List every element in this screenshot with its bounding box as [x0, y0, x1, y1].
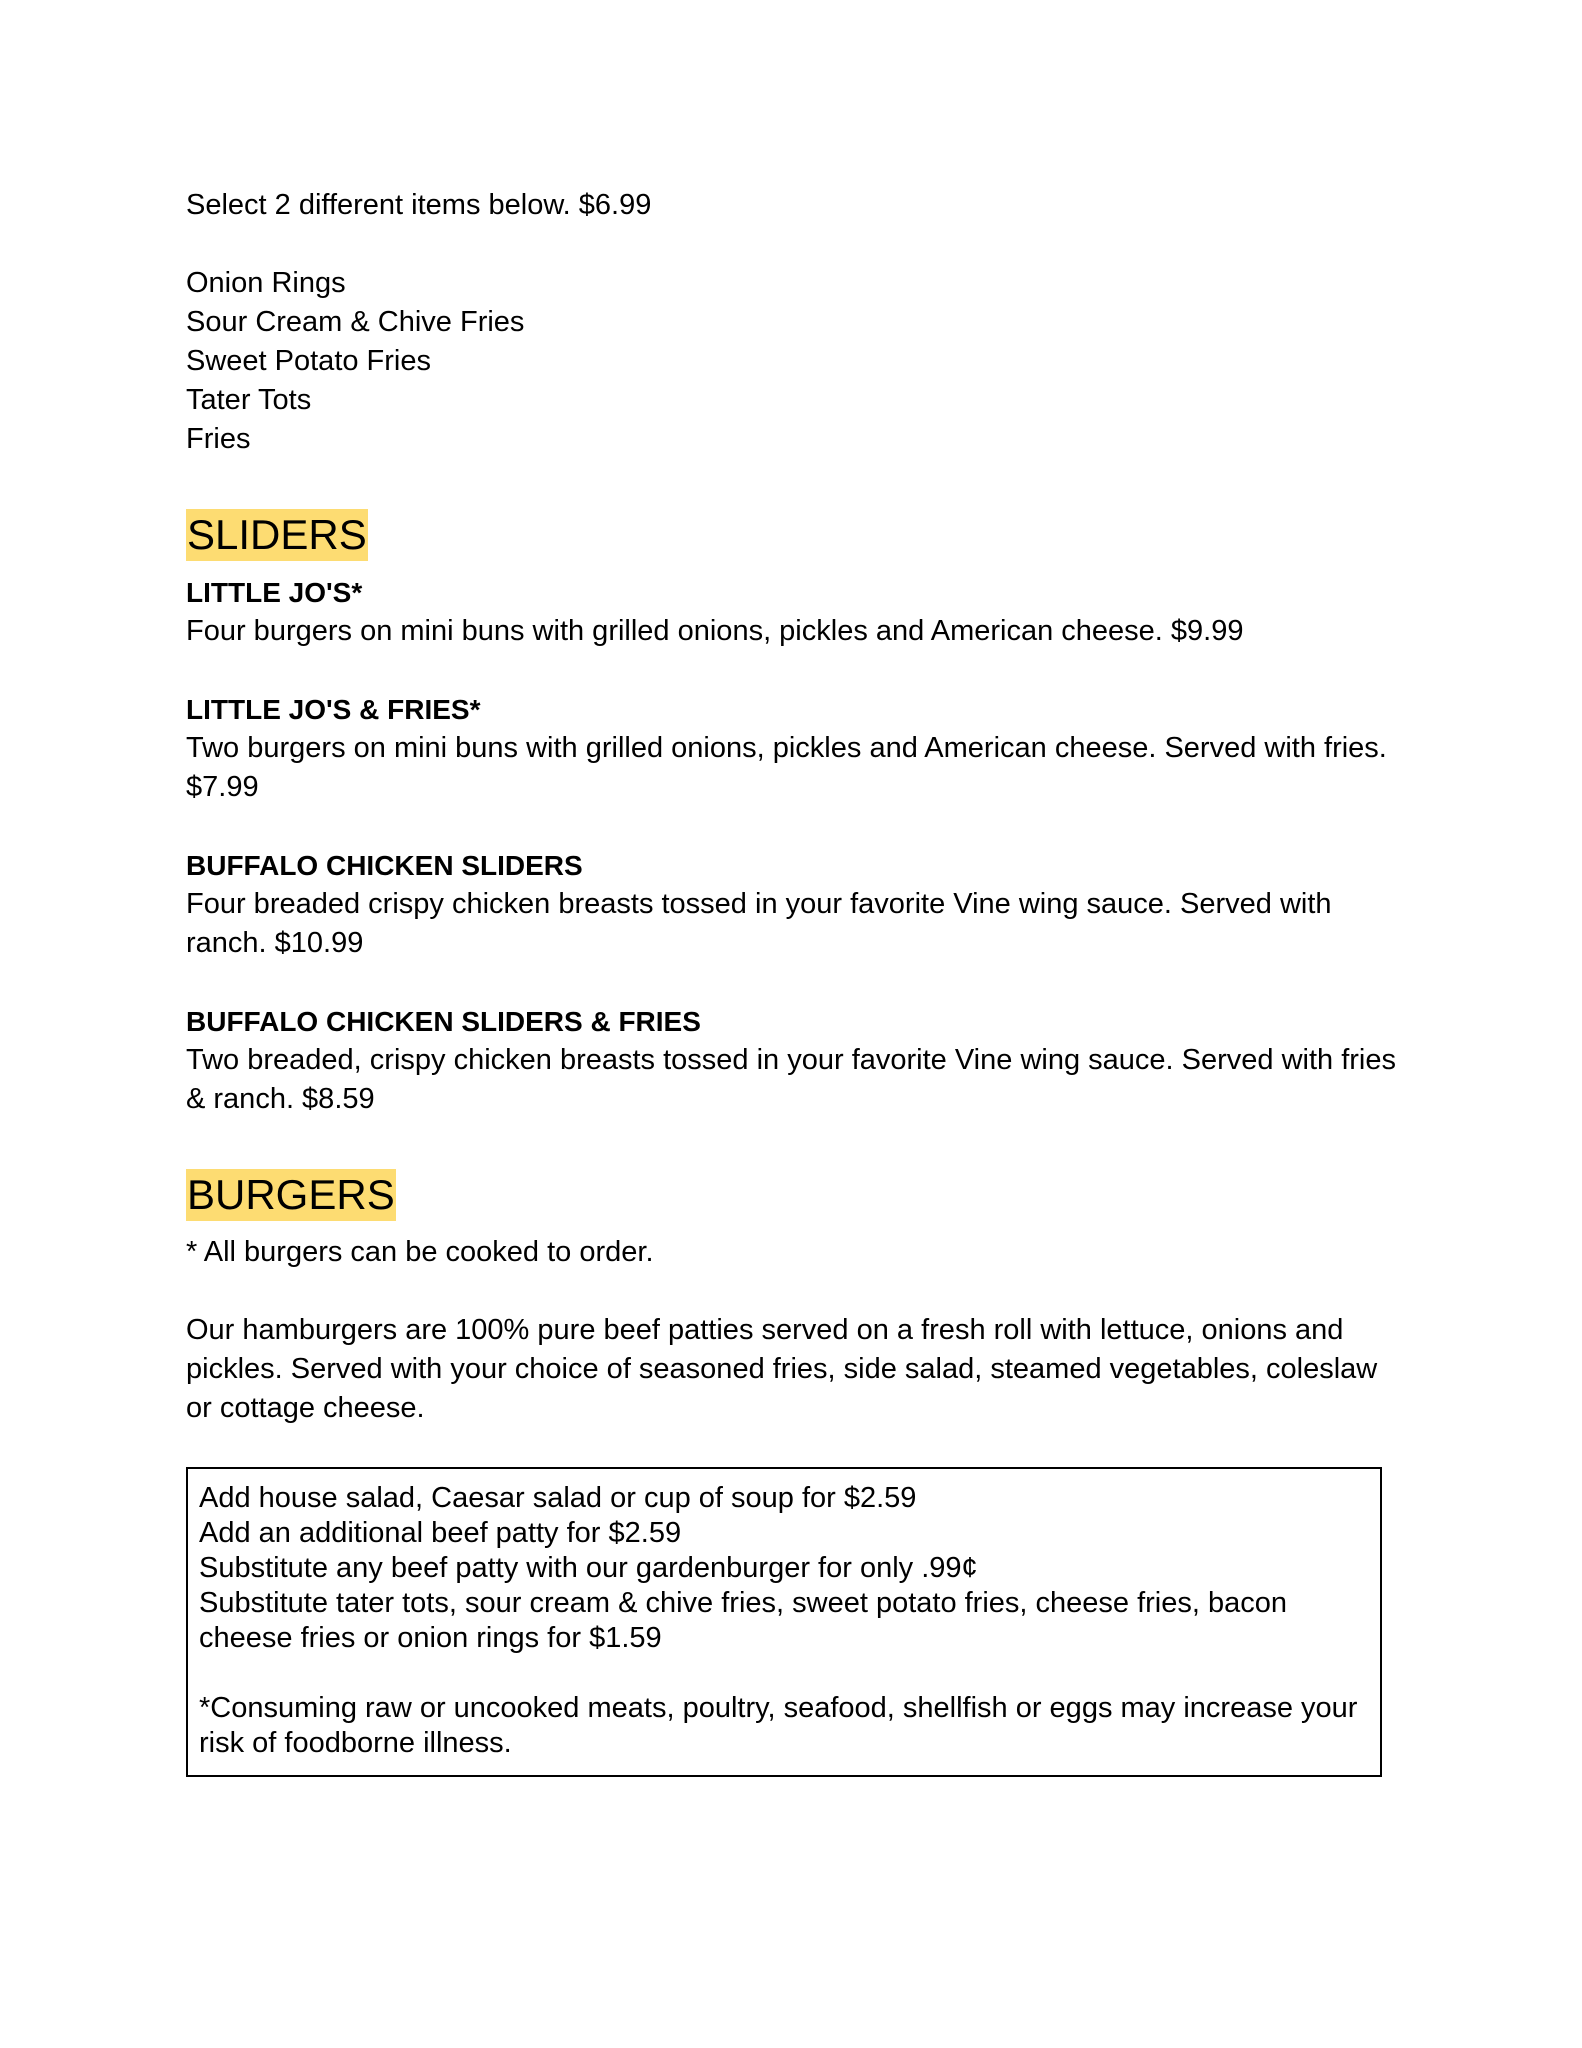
burgers-description: Our hamburgers are 100% pure beef patties served on a fresh roll with lettuce, onions and pickles. Served with your choice of seasoned fries, side salad, steamed vegetables, coleslaw or cottage cheese.: [186, 1314, 1378, 1424]
menu-item-buffalo-chicken-sliders: [186, 846, 1396, 963]
addon-spacer: [199, 1656, 1369, 1691]
burgers-heading: BURGERS: [186, 1169, 396, 1221]
addon-house-salad: Add house salad, Caesar salad or cup of soup for $2.59: [199, 1482, 917, 1514]
burgers-cook-note: * All burgers can be cooked to order.: [186, 1236, 654, 1268]
menu-page: [186, 186, 1396, 1777]
side-item-sour-cream-chive-fries: Sour Cream & Chive Fries: [186, 306, 525, 338]
addon-substitute-sides: Substitute tater tots, sour cream & chive fries, sweet potato fries, cheese fries, bacon cheese fries or onion rings for $1.59: [199, 1587, 1288, 1654]
sliders-heading: SLIDERS: [186, 509, 368, 561]
menu-item-name: BUFFALO CHICKEN SLIDERS: [186, 850, 583, 881]
addons-box: [186, 1467, 1382, 1777]
side-item-fries: Fries: [186, 423, 251, 455]
burgers-heading-wrap: [186, 1169, 1396, 1221]
side-item-onion-rings: Onion Rings: [186, 267, 346, 299]
menu-item-description: Two breaded, crispy chicken breasts tossed in your favorite Vine wing sauce. Served with fries & ranch. $8.59: [186, 1044, 1396, 1115]
menu-item-name: BUFFALO CHICKEN SLIDERS & FRIES: [186, 1006, 701, 1037]
addon-gardenburger: Substitute any beef patty with our gardenburger for only .99¢: [199, 1552, 978, 1584]
food-safety-warning: *Consuming raw or uncooked meats, poultry, seafood, shellfish or eggs may increase your risk of foodborne illness.: [199, 1692, 1358, 1759]
sides-list: [186, 264, 1396, 459]
menu-item-buffalo-chicken-sliders-fries: [186, 1002, 1396, 1119]
sliders-heading-wrap: [186, 509, 1396, 561]
side-item-sweet-potato-fries: Sweet Potato Fries: [186, 345, 431, 377]
menu-item-description: Four burgers on mini buns with grilled onions, pickles and American cheese. $9.99: [186, 615, 1244, 647]
menu-item-description: Two burgers on mini buns with grilled onions, pickles and American cheese. Served with fries. $7.99: [186, 732, 1387, 803]
addon-beef-patty: Add an additional beef patty for $2.59: [199, 1517, 682, 1549]
menu-item-description: Four breaded crispy chicken breasts tossed in your favorite Vine wing sauce. Served with ranch. $10.99: [186, 888, 1332, 959]
menu-item-little-jos-fries: [186, 690, 1396, 807]
side-item-tater-tots: Tater Tots: [186, 384, 312, 416]
menu-item-name: LITTLE JO'S & FRIES*: [186, 694, 481, 725]
menu-item-name: LITTLE JO'S*: [186, 577, 363, 608]
sides-intro: Select 2 different items below. $6.99: [186, 189, 652, 221]
menu-item-little-jos: [186, 573, 1396, 651]
